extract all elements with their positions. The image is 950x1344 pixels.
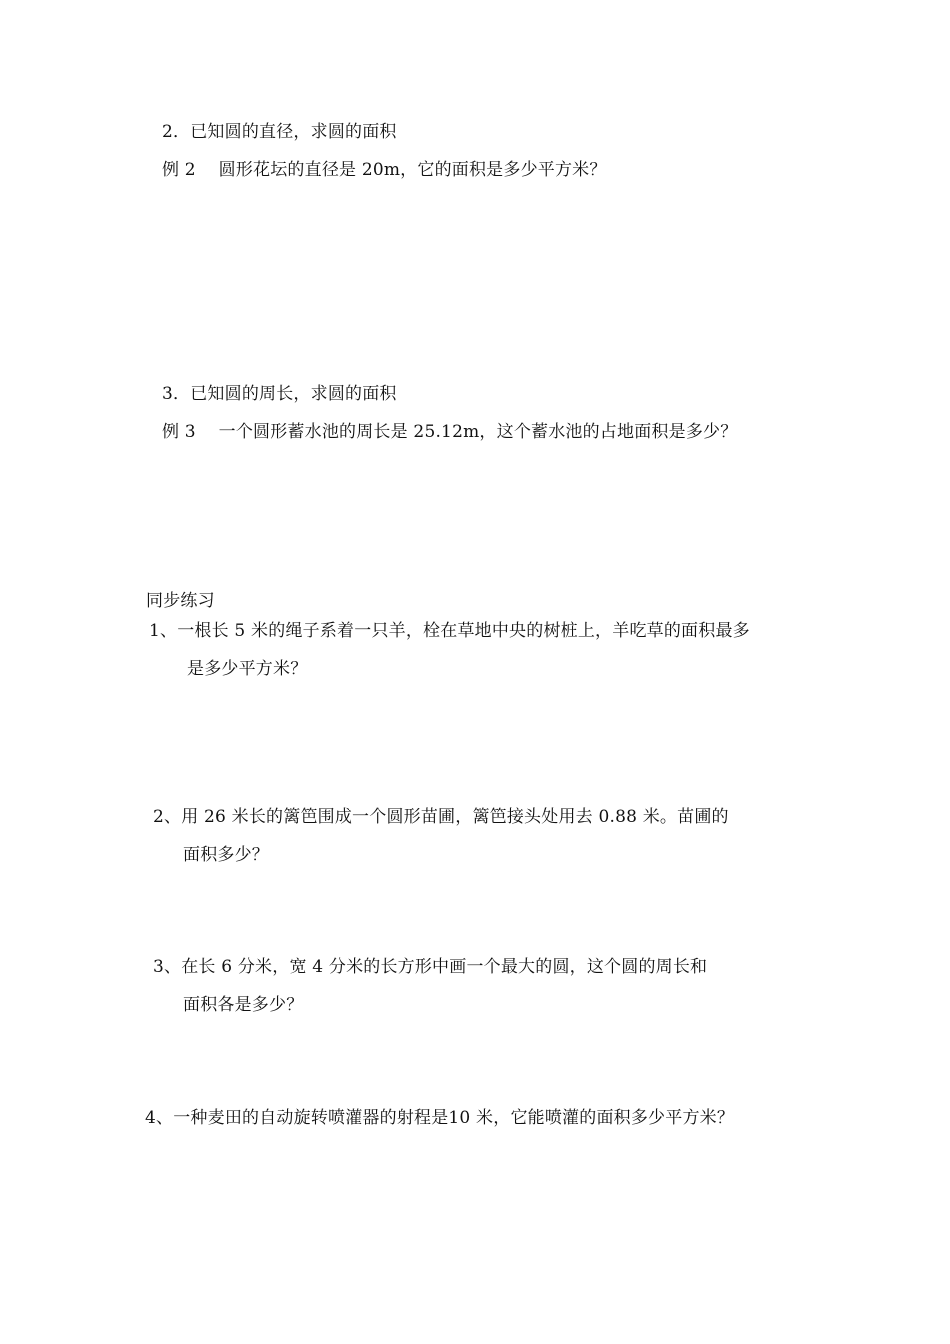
practice-item-1-line-1: 1、一根长 5 米的绳子系着一只羊，栓在草地中央的树桩上，羊吃草的面积最多 [149, 621, 750, 641]
section-3-heading: 3．已知圆的周长，求圆的面积 [162, 384, 397, 404]
practice-title: 同步练习 [146, 591, 215, 611]
practice-item-1-line-2: 是多少平方米？ [187, 659, 308, 679]
practice-item-3-line-2: 面积各是多少？ [183, 995, 304, 1015]
example-3-text: 例 3 一个圆形蓄水池的周长是 25.12m，这个蓄水池的占地面积是多少？ [162, 422, 738, 442]
practice-item-2-line-2: 面积多少？ [183, 845, 269, 865]
practice-item-2-line-1: 2、用 26 米长的篱笆围成一个圆形苗圃，篱笆接头处用去 0.88 米。苗圃的 [153, 807, 729, 827]
example-2-text: 例 2 圆形花坛的直径是 20m，它的面积是多少平方米？ [162, 160, 607, 180]
practice-item-3-line-1: 3、在长 6 分米，宽 4 分米的长方形中画一个最大的圆，这个圆的周长和 [153, 957, 708, 977]
section-2-heading: 2．已知圆的直径，求圆的面积 [162, 122, 397, 142]
practice-item-4-line-1: 4、一种麦田的自动旋转喷灌器的射程是10 米，它能喷灌的面积多少平方米？ [145, 1108, 735, 1128]
